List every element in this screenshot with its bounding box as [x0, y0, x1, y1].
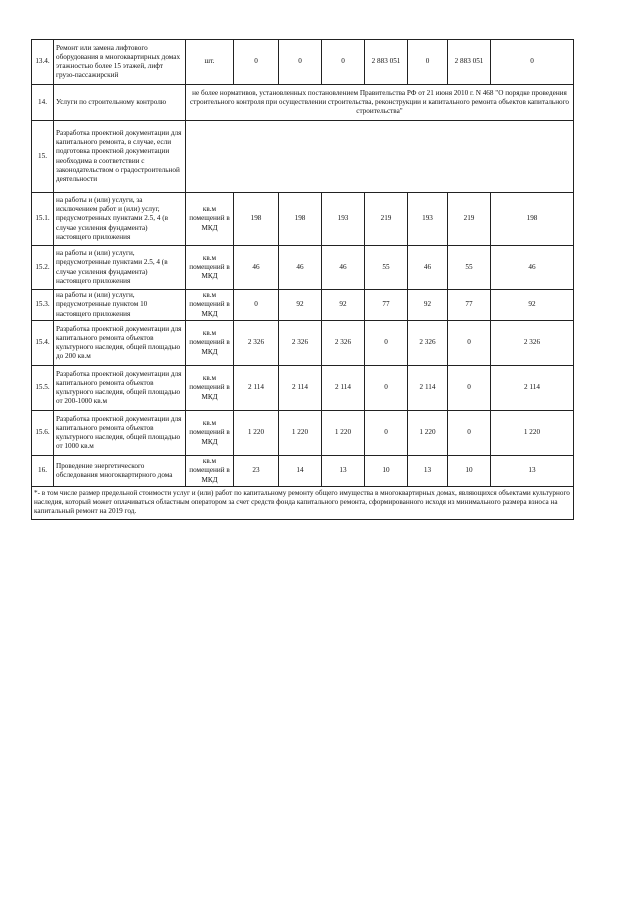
row-value: 198	[279, 193, 322, 246]
row-number: 13.4.	[32, 40, 54, 85]
row-value: 193	[408, 193, 448, 246]
table-row	[32, 193, 574, 246]
row-value: 0	[234, 290, 279, 321]
row-name: Ремонт или замена лифтового оборудования в многоквартирных домах этажностью более 15 этажей, лифт грузо-пассажирский	[54, 40, 186, 85]
row-value: 46	[322, 246, 365, 290]
table-row	[32, 85, 574, 121]
row-value: 0	[365, 366, 408, 411]
row-value: 2 326	[491, 321, 574, 366]
row-value: 219	[365, 193, 408, 246]
row-value: 92	[491, 290, 574, 321]
row-value: 23	[234, 456, 279, 487]
table-row	[32, 366, 574, 411]
row-name: Разработка проектной документации для капитального ремонта, в случае, если подготовка проектной документации необходима в соответствии с законодательством о градостроительной деятельности	[54, 121, 186, 193]
row-value: 13	[322, 456, 365, 487]
row-number: 15.3.	[32, 290, 54, 321]
row-value: 2 326	[322, 321, 365, 366]
row-value: 198	[491, 193, 574, 246]
row-value: 2 114	[408, 366, 448, 411]
row-value: 2 326	[234, 321, 279, 366]
row-value: 0	[448, 411, 491, 456]
row-name: на работы и (или) услуги, предусмотренные пунктом 10 настоящего приложения	[54, 290, 186, 321]
row-number: 14.	[32, 85, 54, 121]
footnote-row	[32, 487, 574, 520]
row-name: Проведение энергетического обследования многоквартирного дома	[54, 456, 186, 487]
row-value: 77	[365, 290, 408, 321]
row-value: 2 883 051	[365, 40, 408, 85]
row-unit: кв.м помещений в МКД	[186, 411, 234, 456]
row-name: Разработка проектной документации для капитального ремонта объектов культурного наследия, общей площадью от 1000 кв.м	[54, 411, 186, 456]
row-name: на работы и (или) услуги, за исключением работ и (или) услуг, предусмотренных пунктами 2.5, 4 (в случае усиления фундамента) настоящего приложения	[54, 193, 186, 246]
row-value: 13	[408, 456, 448, 487]
row-value: 0	[234, 40, 279, 85]
table-row	[32, 40, 574, 85]
row-value: 0	[408, 40, 448, 85]
row-value: 0	[279, 40, 322, 85]
row-value: 0	[322, 40, 365, 85]
row-value: 92	[322, 290, 365, 321]
row-name: на работы и (или) услуги, предусмотренные пунктами 2.5, 4 (в случае усиления фундамента) настоящего приложения	[54, 246, 186, 290]
row-value: 219	[448, 193, 491, 246]
table-row	[32, 290, 574, 321]
row-value: 2 114	[322, 366, 365, 411]
row-value: 2 883 051	[448, 40, 491, 85]
row-unit: кв.м помещений в МКД	[186, 456, 234, 487]
row-number: 15.2.	[32, 246, 54, 290]
row-value: 46	[408, 246, 448, 290]
row-number: 15.4.	[32, 321, 54, 366]
row-value: 46	[491, 246, 574, 290]
row-unit: шт.	[186, 40, 234, 85]
row-unit: кв.м помещений в МКД	[186, 321, 234, 366]
row-value: 1 220	[322, 411, 365, 456]
table-row	[32, 121, 574, 193]
row-number: 15.1.	[32, 193, 54, 246]
row-value: 0	[448, 366, 491, 411]
row-name: Услуги по строительному контролю	[54, 85, 186, 121]
row-value: 13	[491, 456, 574, 487]
row-value: 2 114	[234, 366, 279, 411]
row-value: 193	[322, 193, 365, 246]
cost-table	[31, 39, 574, 520]
footnote: *- в том числе размер предельной стоимости услуг и (или) работ по капитальному ремонту общего имущества в многоквартирных домах, являющихся объектами культурного наследия, который может оплачиваться областным оператором за счет средств фонда капитального ремонта, сформированного исходя из минимального размера взноса на капитальный ремонт на 2019 год.	[32, 487, 574, 520]
row-value: 0	[365, 321, 408, 366]
row-value: 0	[491, 40, 574, 85]
row-value: 1 220	[408, 411, 448, 456]
row-value: 1 220	[279, 411, 322, 456]
row-value: 55	[448, 246, 491, 290]
row-note: не более нормативов, установленных постановлением Правительства РФ от 21 июня 2010 г. N 468 "О порядке проведения строительного контроля при осуществлении строительства, реконструкции и капитального ремонта объектов капитального строительства"	[186, 85, 574, 121]
row-unit: кв.м помещений в МКД	[186, 246, 234, 290]
row-unit: кв.м помещений в МКД	[186, 366, 234, 411]
row-number: 15.5.	[32, 366, 54, 411]
row-value: 14	[279, 456, 322, 487]
row-value: 0	[365, 411, 408, 456]
row-value: 2 114	[491, 366, 574, 411]
row-unit: кв.м помещений в МКД	[186, 290, 234, 321]
row-value: 0	[448, 321, 491, 366]
row-value: 1 220	[234, 411, 279, 456]
row-name: Разработка проектной документации для капитального ремонта объектов культурного наследия, общей площадью от 200-1000 кв.м	[54, 366, 186, 411]
row-value: 198	[234, 193, 279, 246]
row-value: 92	[279, 290, 322, 321]
row-value: 46	[279, 246, 322, 290]
row-value: 10	[448, 456, 491, 487]
row-name: Разработка проектной документации для капитального ремонта объектов культурного наследия, общей площадью до 200 кв.м	[54, 321, 186, 366]
row-value: 10	[365, 456, 408, 487]
row-value: 2 326	[408, 321, 448, 366]
row-number: 15.6.	[32, 411, 54, 456]
row-value: 1 220	[491, 411, 574, 456]
row-value: 55	[365, 246, 408, 290]
row-number: 16.	[32, 456, 54, 487]
table-row	[32, 411, 574, 456]
row-unit: кв.м помещений в МКД	[186, 193, 234, 246]
row-value: 92	[408, 290, 448, 321]
table-row	[32, 246, 574, 290]
row-value: 2 326	[279, 321, 322, 366]
row-number: 15.	[32, 121, 54, 193]
table-row	[32, 321, 574, 366]
row-value: 2 114	[279, 366, 322, 411]
table-row	[32, 456, 574, 487]
row-value: 46	[234, 246, 279, 290]
row-note	[186, 121, 574, 193]
row-value: 77	[448, 290, 491, 321]
